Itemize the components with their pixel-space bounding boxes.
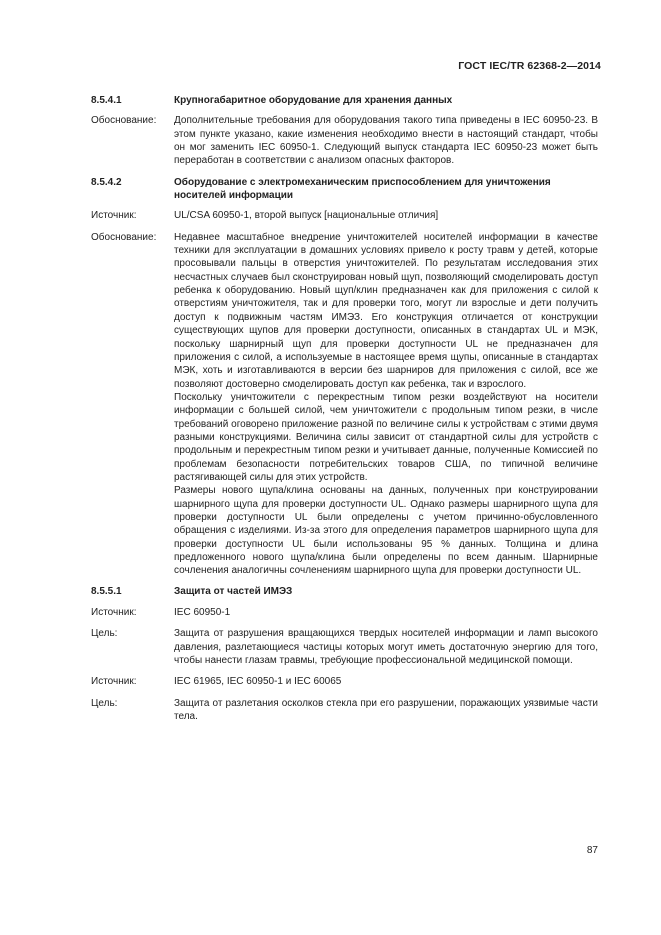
- clause-title: [174, 94, 598, 107]
- row-body: [174, 114, 598, 167]
- row-label: Источник:: [91, 676, 137, 688]
- row-body: [174, 606, 598, 619]
- row-body: [174, 697, 598, 724]
- rationale-row: [91, 114, 598, 167]
- row-body: [174, 627, 598, 667]
- clause-title-text: Оборудование с электромеханическим приспособлением для уничтожения носителей информации: [174, 176, 551, 202]
- row-label: Обоснование:: [91, 115, 157, 127]
- clause-row: [91, 94, 598, 107]
- clause-row: [91, 176, 598, 203]
- row-body: [174, 231, 598, 578]
- clause-title: [174, 585, 598, 598]
- paragraph: UL/CSA 60950-1, второй выпуск [национальные отличия]: [174, 210, 439, 222]
- source-row: [91, 675, 598, 688]
- rationale-row: [91, 231, 598, 578]
- clause-title-text: Крупногабаритное оборудование для хранения данных: [174, 95, 453, 106]
- page-header: ГОСТ IEC/TR 62368-2—2014: [458, 60, 601, 72]
- paragraph: IEC 61965, IEC 60950-1 и IEC 60065: [174, 676, 342, 688]
- clause-title-text: Защита от частей ИМЭЗ: [174, 585, 293, 597]
- paragraph: IEC 60950-1: [174, 607, 231, 619]
- row-body: [174, 209, 598, 222]
- purpose-row: [91, 697, 598, 724]
- paragraph: Защита от разлетания осколков стекла при его разрушении, поражающих уязвимые части тела.: [174, 697, 598, 723]
- paragraph: Защита от разрушения вращающихся твердых носителей информации и ламп высокого давления, разлетающиеся частицы которых могут иметь достаточную энергию для того, чтобы нанести глазам травмы, требующие профессиональной медицинской помощи.: [174, 628, 598, 667]
- row-label: Источник:: [91, 210, 137, 222]
- page-number: 87: [586, 845, 598, 856]
- clause-title: [174, 176, 598, 203]
- row-label: Источник:: [91, 607, 137, 619]
- paragraph: Поскольку уничтожители с перекрестным типом резки воздействуют на носители информации с большей силой, чем уничтожители с продольным типом резки, в числе требований оговорено приложение разной по величине силы к устройствам с этими двумя разными конструкциями. Величина силы зависит от стандартной силы для устройств с продольным и перекрестным типом резки и учитывает данные, полученные Комиссией по проблемам безопасности потребительских товаров США, по типичной величине растягивающей силы для этих устройств.: [174, 391, 598, 483]
- paragraph: Дополнительные требования для оборудования такого типа приведены в IEC 60950-23. В этом пункте указано, какие изменения необходимо внести в настоящий стандарт, чтобы он мог заменить IEC 60950-1. Следующий выпуск стандарта IEC 60950-23 может быть переработан в соответствии с анализом опасных факторов.: [174, 115, 598, 167]
- row-body: [174, 675, 598, 688]
- purpose-row: [91, 627, 598, 667]
- paragraph: Размеры нового щупа/клина основаны на данных, полученных при конструировании шарнирного щупа для проверки доступности UL. Однако размеры шарнирного щупа для проверки доступности UL были определены с учетом причинно-обусловленного обращения с изделиями. Из-за этого для определения параметров шарнирного щупа для проверки доступности UL были использованы 95 % данных. Толщина и длина предложенного нового щупа/клина были определены по всем данным. Шарнирные сочленения аналогичны сочленениям шарнирного щупа для проверки доступности UL.: [174, 485, 598, 577]
- clause-number: 8.5.4.2: [91, 176, 122, 188]
- clause-row: [91, 585, 598, 598]
- clause-number: 8.5.4.1: [91, 95, 122, 106]
- source-row: [91, 606, 598, 619]
- paragraph: Недавнее масштабное внедрение уничтожителей носителей информации в качестве техники для эксплуатации в домашних условиях привело к росту травм у детей, которые просовывали пальцы в отверстия уничтожителей. По результатам исследования этих несчастных случаев был сконструирован новый щуп, позволяющий смоделировать доступ ребенка к оборудованию. Новый щуп/клин предназначен как для приложения с силой к отверстиям уничтожителя, так и для проверки того, могут ли взрослые и дети получить доступ к подвижным частям ИМЭЗ. Его конструкция отличается от конструкции существующих щупов для проверки доступности, описанных в стандартах UL и МЭК, поскольку шарнирный щуп для проверки доступности UL не предназначен для приложения с силой, а используемые в настоящее время щупы, описанные в стандартах МЭК, хоть и изготавливаются в версии без шарниров для приложения с силой, все же позволяют достоверно смоделировать доступ как ребенка, так и взрослого.: [174, 231, 598, 390]
- source-row: [91, 209, 598, 222]
- document-body: [91, 94, 598, 723]
- clause-number: 8.5.5.1: [91, 585, 122, 597]
- row-label: Цель:: [91, 628, 118, 640]
- row-label: Цель:: [91, 697, 118, 709]
- row-label: Обоснование:: [91, 231, 157, 243]
